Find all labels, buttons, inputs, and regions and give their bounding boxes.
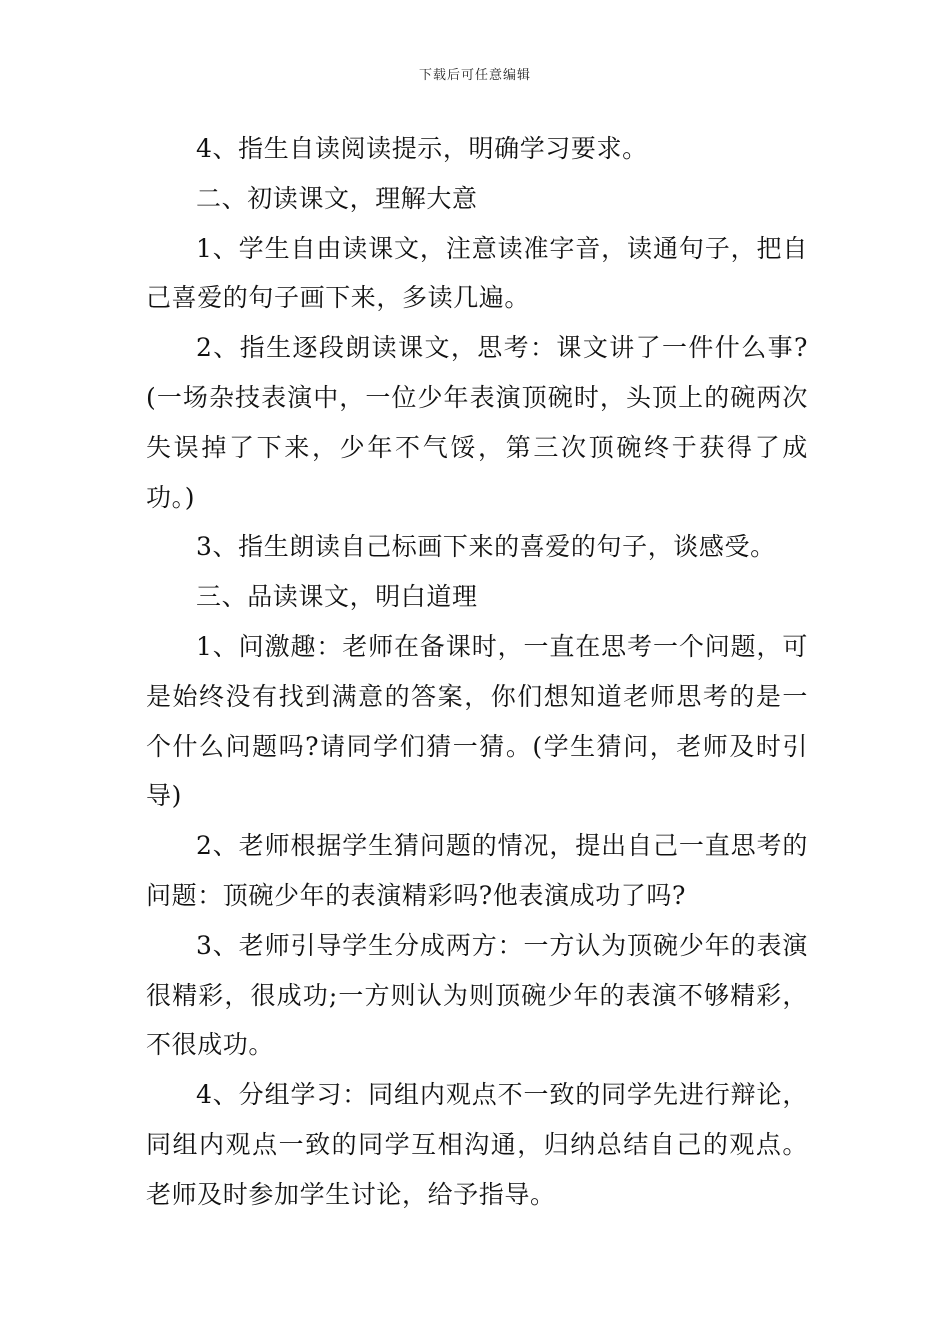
paragraph-read-favorite-sentences: 3、指生朗读自己标画下来的喜爱的句子，谈感受。 [196,532,776,562]
section-heading-3: 三、品读课文，明白道理 [196,582,478,612]
paragraph-teacher-question: 2、老师根据学生猜问题的情况，提出自己一直思考的问题：顶碗少年的表演精彩吗?他表演成功了吗? [146,831,808,910]
section-heading-2: 二、初读课文，理解大意 [196,183,478,213]
page-header: 下载后可任意编辑 [418,68,531,83]
document-body [146,124,808,1220]
paragraph-two-sides: 3、老师引导学生分成两方：一方认为顶碗少年的表演很精彩，很成功;一方则认为则顶碗少年的表演不够精彩，不很成功。 [146,930,808,1060]
paragraph-group-study: 4、分组学习：同组内观点不一致的同学先进行辩论，同组内观点一致的同学互相沟通，归纳总结自己的观点。老师及时参加学生讨论，给予指导。 [146,1080,808,1209]
paragraph-free-reading: 1、学生自由读课文，注意读准字音，读通句子，把自己喜爱的句子画下来，多读几遍。 [146,233,808,313]
paragraph-step-4-read-tips: 4、指生自读阅读提示，明确学习要求。 [196,134,648,163]
paragraph-question-interest: 1、问激趣：老师在备课时，一直在思考一个问题，可是始终没有找到满意的答案，你们想知道老师思考的是一个什么问题吗?请同学们猜一猜。(学生猜问，老师及时引导) [146,631,808,811]
paragraph-reading-by-sections: 2、指生逐段朗读课文，思考：课文讲了一件什么事?(一场杂技表演中，一位少年表演顶碗时，头顶上的碗两次失误掉了下来，少年不气馁，第三次顶碗终于获得了成功。) [146,333,808,512]
